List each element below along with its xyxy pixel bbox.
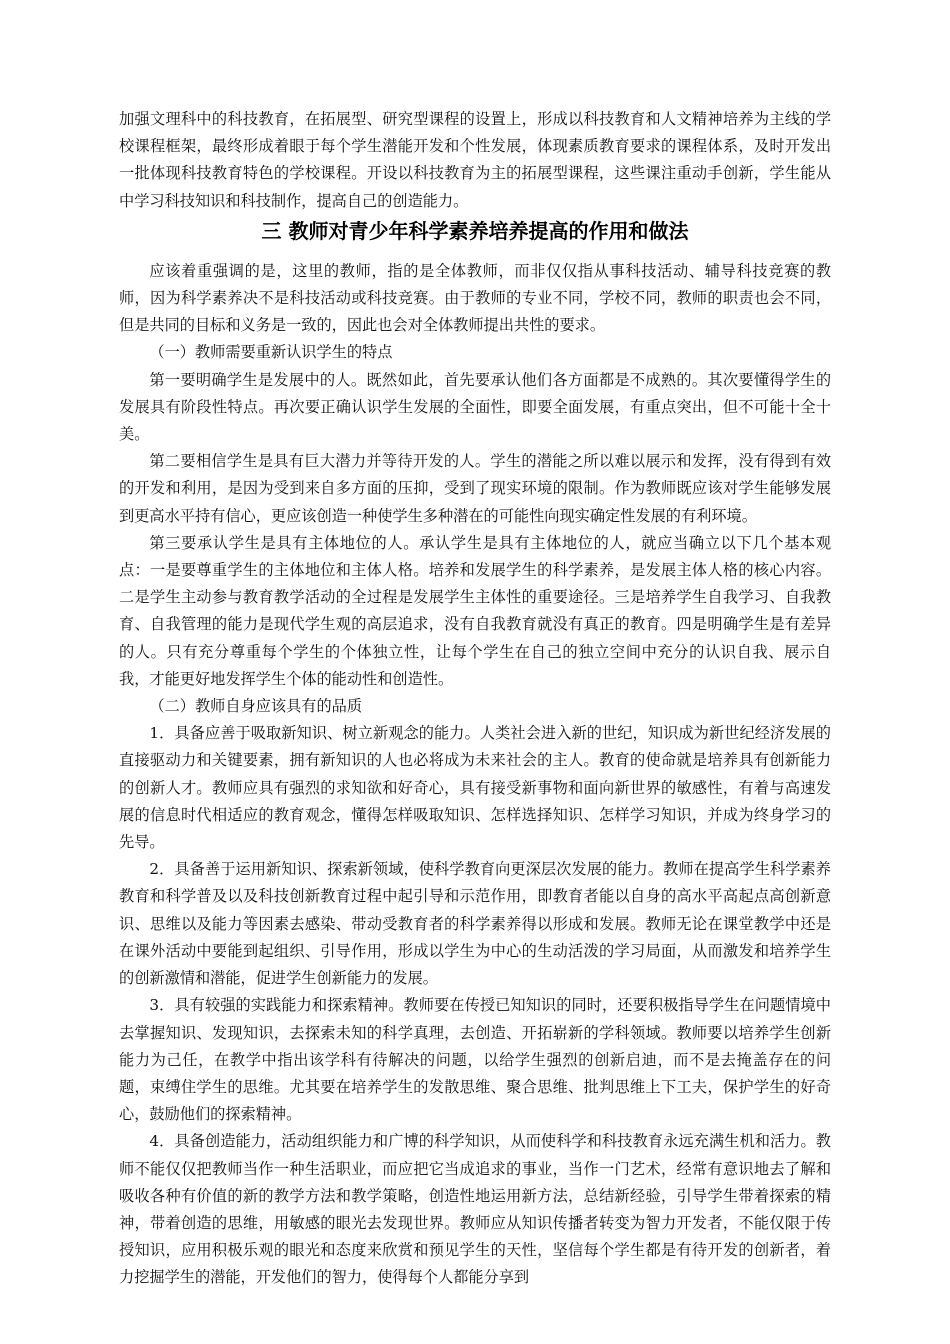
- paragraph-item-2: 2．具备善于运用新知识、探索新领域，使科学教育向更深层次发展的能力。教师在提高学生科学素养教育和科学普及以及科技创新教育过程中起引导和示范作用，即教育者能以自身的高水平高起点高创新意识、思维以及能力等因素去感染、带动受教育者的科学素养得以形成和发展。教师无论在课堂教学中还是在课外活动中要能到起组织、引导作用，形成以学生为中心的生动活泼的学习局面，从而激发和培养学生的创新激情和潜能，促进学生创新能力的发展。: [119, 860, 831, 988]
- intro-paragraph: 加强文理科中的科技教育，在拓展型、研究型课程的设置上，形成以科技教育和人文精神培养为主线的学校课程框架，最终形成着眼于每个学生潜能开发和个性发展，体现素质教育要求的课程体系，及时开发出一批体现科技教育特色的学校课程。开设以科技教育为主的拓展型课程，这些课注重动手创新，学生能从中学习科技知识和科技制作，提高自己的创造能力。: [119, 110, 831, 210]
- paragraph-teachers-scope: 应该着重强调的是，这里的教师，指的是全体教师，而非仅仅指从事科技活动、辅导科技竞赛的教师，因为科学素养决不是科技活动或科技竞赛。由于教师的专业不同，学校不同，教师的职责也会不同，但是共同的目标和义务是一致的，因此也会对全体教师提出共性的要求。: [119, 261, 831, 335]
- paragraph-second-point: 第二要相信学生是具有巨大潜力并等待开发的人。学生的潜能之所以难以展示和发挥，没有得到有效的开发和利用，是因为受到来自多方面的压抑，受到了现实环境的限制。作为教师既应该对学生能够发展到更高水平持有信心，更应该创造一种使学生多种潜在的可能性向现实确定性发展的有利环境。: [119, 452, 831, 525]
- paragraph-first-point: 第一要明确学生是发展中的人。既然如此，首先要承认他们各方面都是不成熟的。其次要懂得学生的发展具有阶段性特点。再次要正确认识学生发展的全面性，即要全面发展，有重点突出，但不可能十全十美。: [119, 370, 831, 444]
- paragraph-third-point: 第三要承认学生是具有主体地位的人。承认学生是具有主体地位的人，就应当确立以下几个基本观点：一是要尊重学生的主体地位和主体人格。培养和发展学生的科学素养，是发展主体人格的核心内容。二是学生主动参与教育教学活动的全过程是发展学生主体性的重要途径。三是培养学生自我学习、自我教育、自我管理的能力是现代学生观的高层追求，没有自我教育就没有真正的教育。四是明确学生是有差异的人。只有充分尊重每个学生的个体独立性，让每个学生在自己的独立空间中充分的认识自我、展示自我，才能更好地发挥学生个体的能动性和创造性。: [119, 533, 831, 688]
- paragraph-item-3: 3．具有较强的实践能力和探索精神。教师要在传授已知知识的同时，还要积极指导学生在问题情境中去掌握知识、发现知识，去探索未知的科学真理，去创造、开拓崭新的学科领域。教师要以培养学生创新能力为己任，在教学中指出该学科有待解决的问题，以给学生强烈的创新启迪，而不是去掩盖存在的问题，束缚住学生的思维。尤其要在培养学生的发散思维、聚合思维、批判思维上下工夫，保护学生的好奇心，鼓励他们的探索精神。: [119, 996, 831, 1124]
- document-page: [119, 106, 831, 1292]
- paragraph-item-1: 1．具备应善于吸取新知识、树立新观念的能力。人类社会进入新的世纪，知识成为新世纪经济发展的直接驱动力和关键要素，拥有新知识的人也必将成为未来社会的主人。教育的使命就是培养具有创新能力的创新人才。教师应具有强烈的求知欲和好奇心，具有接受新事物和面向新世界的敏感性，有着与高速发展的信息时代相适应的教育观念，懂得怎样吸取知识、怎样选择知识、怎样学习知识，并成为终身学习的先导。: [119, 724, 831, 852]
- subheading-1: （一）教师需要重新认识学生的特点: [149, 343, 393, 362]
- paragraph-item-4: 4．具备创造能力，活动组织能力和广博的科学知识，从而使科学和科技教育永远充满生机和活力。教师不能仅仅把教师当作一种生活职业，而应把它当成追求的事业，当作一门艺术，经常有意识地去了解和吸收各种有价值的新的教学方法和教学策略，创造性地运用新方法，总结新经验，引导学生带着探索的精神，带着创造的思维，用敏感的眼光去发现世界。教师应从知识传播者转变为智力开发者，不能仅限于传授知识，应用积极乐观的眼光和态度来欣赏和预见学生的天性，坚信每个学生都是有待开发的创新者，着力挖掘学生的潜能，开发他们的智力，使得每个人都能分享到: [119, 1132, 831, 1287]
- subheading-2: （二）教师自身应该具有的品质: [149, 697, 363, 716]
- section-title: 三 教师对青少年科学素养培养提高的作用和做法: [261, 218, 689, 243]
